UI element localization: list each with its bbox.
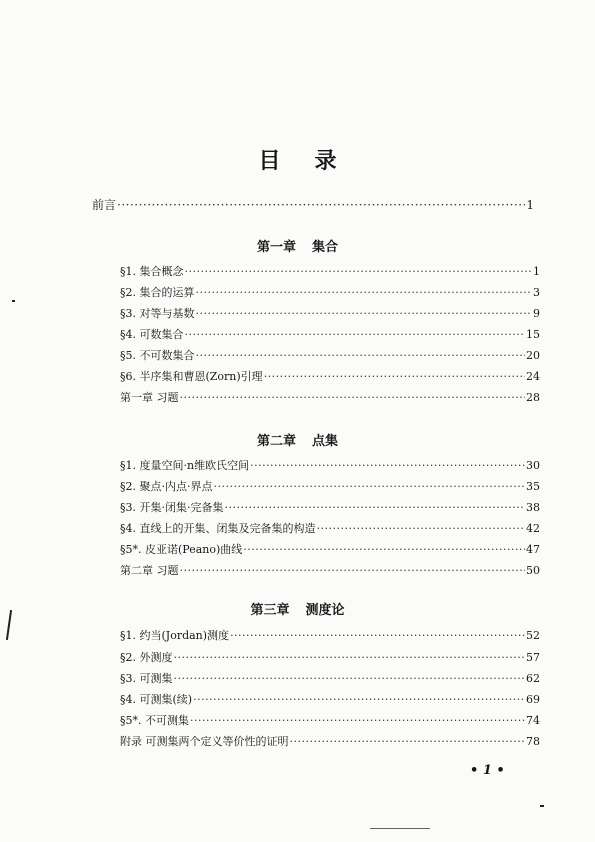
dot-leader <box>174 651 526 665</box>
dot-leader <box>185 328 526 342</box>
dot-leader <box>185 265 533 279</box>
toc-entry-page: 69 <box>526 693 540 706</box>
chapter-heading <box>0 599 595 618</box>
toc-entry-label: §5. 不可数集合 <box>120 349 195 362</box>
dot-leader <box>174 672 526 686</box>
toc-entry-label: §1. 度量空间·n维欧氏空间 <box>120 459 250 472</box>
dot-leader <box>290 735 526 749</box>
toc-entry-page: 38 <box>526 501 540 514</box>
dot-leader <box>190 714 525 728</box>
toc-entry[interactable] <box>120 501 540 515</box>
toc-entry[interactable] <box>120 693 540 707</box>
toc-entry-page: 52 <box>526 629 540 642</box>
toc-entry-label: 第二章 习题 <box>120 564 179 577</box>
toc-entry[interactable] <box>120 265 540 279</box>
toc-entry-label: §4. 直线上的开集、闭集及完备集的构造 <box>120 522 316 535</box>
toc-entry-label: §6. 半序集和曹恩(Zorn)引理 <box>120 370 263 383</box>
dot-leader <box>214 480 526 494</box>
toc-entry-page: 35 <box>526 480 540 493</box>
toc-entry[interactable] <box>120 480 540 494</box>
toc-entry-label: §5*. 皮亚诺(Peano)曲线 <box>120 543 243 556</box>
toc-entry-page: 47 <box>526 543 540 556</box>
dot-leader <box>250 459 525 473</box>
toc-entry[interactable] <box>120 651 540 665</box>
toc-entry-label: §1. 约当(Jordan)测度 <box>120 629 230 642</box>
toc-entry-label: §3. 对等与基数 <box>120 307 195 320</box>
dot-leader <box>224 501 525 515</box>
toc-entry[interactable] <box>120 564 540 578</box>
toc-entry[interactable] <box>120 522 540 536</box>
toc-entry-page: 3 <box>533 286 540 299</box>
chapter-title: 点集 <box>312 434 339 449</box>
toc-entry[interactable] <box>120 370 540 384</box>
toc-entry-label: 前言 <box>92 198 117 212</box>
toc-entry-page: 30 <box>526 459 540 472</box>
toc-entry-page: 1 <box>526 198 534 212</box>
toc-entry[interactable] <box>120 714 540 728</box>
toc-entry-label: §5*. 不可测集 <box>120 714 189 727</box>
toc-entry-page: 50 <box>526 564 540 577</box>
title-char-2: 录 <box>314 149 337 174</box>
dot-leader <box>264 370 525 384</box>
dot-leader <box>317 522 526 536</box>
toc-entry-label: §4. 可测集(续) <box>120 693 193 706</box>
toc-entry-page: 78 <box>526 735 540 748</box>
toc-entry[interactable] <box>120 391 540 405</box>
scan-speck <box>540 805 544 807</box>
toc-entry-label: §3. 开集·闭集·完备集 <box>120 501 224 514</box>
chapter-number: 第二章 <box>256 434 296 449</box>
toc-entry-page: 20 <box>526 349 540 362</box>
dot-leader <box>180 391 526 405</box>
toc-entry-page: 15 <box>526 328 540 341</box>
dot-leader <box>243 543 525 557</box>
toc-entry-label: §4. 可数集合 <box>120 328 184 341</box>
scan-speck <box>370 828 430 829</box>
toc-entry-page: 62 <box>526 672 540 685</box>
toc-entry[interactable] <box>120 735 540 749</box>
toc-entry[interactable] <box>120 459 540 473</box>
toc-entry-page: 1 <box>533 265 540 278</box>
toc-entry-page: 57 <box>526 651 540 664</box>
toc-entry-page: 74 <box>526 714 540 727</box>
page-number: • 1 • <box>470 763 505 778</box>
dot-leader <box>196 307 533 321</box>
chapter-number: 第一章 <box>256 240 296 255</box>
toc-entry-label: §1. 集合概念 <box>120 265 184 278</box>
chapter-number: 第三章 <box>250 603 290 618</box>
dot-leader <box>117 198 525 212</box>
toc-entry-label: 第一章 习题 <box>120 391 179 404</box>
dot-leader <box>196 286 533 300</box>
toc-entry-page: 28 <box>526 391 540 404</box>
dot-leader <box>193 693 525 707</box>
chapter-title: 测度论 <box>305 603 345 618</box>
toc-entry-preface[interactable] <box>92 198 534 212</box>
chapter-heading <box>0 236 595 255</box>
toc-entry-page: 42 <box>526 522 540 535</box>
dot-leader <box>196 349 526 363</box>
toc-entry[interactable] <box>120 349 540 363</box>
chapter-heading <box>0 430 595 449</box>
toc-entry[interactable] <box>120 629 540 643</box>
toc-entry-page: 9 <box>533 307 540 320</box>
toc-entry[interactable] <box>120 543 540 557</box>
dot-leader <box>230 629 525 643</box>
toc-entry-label: 附录 可测集两个定义等价性的证明 <box>120 735 289 748</box>
toc-entry[interactable] <box>120 307 540 321</box>
page-title <box>0 144 595 175</box>
toc-entry-label: §2. 聚点·内点·界点 <box>120 480 213 493</box>
toc-entry-label: §2. 集合的运算 <box>120 286 195 299</box>
chapter-title: 集合 <box>312 240 339 255</box>
toc-entry-page: 24 <box>526 370 540 383</box>
scan-speck <box>12 300 15 302</box>
title-char-1: 目 <box>258 149 281 174</box>
toc-entry-label: §2. 外测度 <box>120 651 173 664</box>
dot-leader <box>180 564 526 578</box>
toc-entry[interactable] <box>120 328 540 342</box>
toc-entry[interactable] <box>120 672 540 686</box>
toc-entry-label: §3. 可测集 <box>120 672 173 685</box>
toc-entry[interactable] <box>120 286 540 300</box>
